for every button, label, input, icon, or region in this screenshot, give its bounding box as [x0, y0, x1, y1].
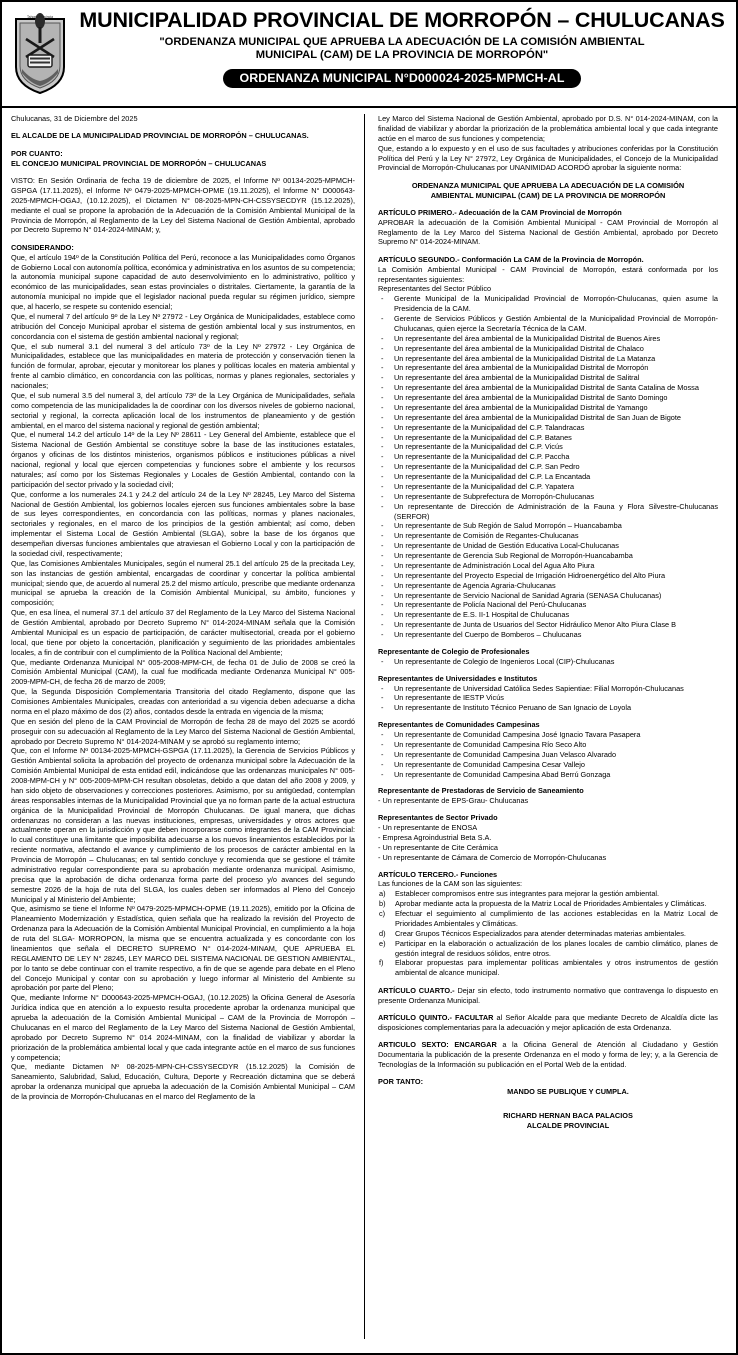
list-item: - Un representante de Sub Región de Salud Morropón – Huancabamba	[378, 521, 718, 531]
list-item: - Un representante de ENOSA	[378, 823, 478, 833]
article-sixth	[378, 1040, 718, 1070]
list-item: - Un representante de Servicio Nacional de Sanidad Agraria (SENASA Chulucanas)	[378, 591, 718, 601]
list-item: - Un representante del área ambiental de la Municipalidad Distrital de Chalaco	[378, 344, 718, 354]
list-item-text: Participar en la elaboración o actualización de los planes locales de cambio climático, planes de gestión integral de residuos sólidos, entre otros.	[395, 938, 718, 958]
list-item-text: Establecer compromisos entre sus integrantes para mejorar la gestión ambiental.	[395, 889, 660, 899]
list-marker: a)	[379, 889, 386, 899]
signer-title: ALCALDE PROVINCIAL	[526, 1120, 610, 1130]
list-item: - Un representante del área ambiental de la Municipalidad Distrital de Santo Domingo	[378, 393, 718, 403]
article-fifth	[378, 1013, 718, 1033]
list-item: - Un representante de Comunidad Campesina Río Seco Alto	[378, 740, 718, 750]
article-second-heading: ARTÍCULO SEGUNDO.- Conformación La CAM de la Provincia de Morropón.	[378, 254, 644, 264]
list-item: - Un representante del área ambiental de la Municipalidad Distrital de Buenos Aires	[378, 334, 718, 344]
article-sixth-text: a la Oficina General de Atención al Ciudadano y Gestión Documentaria la publicación de la presente Ordenanza en el modo y forma de ley; y, a la Gerencia de Tecnologías de la Información su publicación en el Portal Web de la entidad.	[378, 1040, 719, 1069]
list-item: - Un representante de Comunidad Campesina Juan Velasco Alvarado	[378, 750, 718, 760]
list-item: - Un representante de la Municipalidad del C.P. Talandracas	[378, 423, 718, 433]
article-third-list	[378, 889, 718, 978]
list-item: - Un representante del área ambiental de la Municipalidad Distrital de Santa Catalina de Mossa	[378, 383, 718, 393]
considerando-paragraph: Que en sesión del pleno de la CAM Provincial de Morropón de fecha 28 de mayo del 2025 se acordó proseguir con su adecuación al Reglamento de la Ley Marco del Sistema Nacional de Gestión Ambiental, aprobado por Decreto Supremo N° 014-2024-MINAM y se aprobó su reglamento interno;	[11, 716, 355, 746]
list-item	[378, 958, 718, 978]
list-item: - Un representante de Administración Local del Agua Alto Piura	[378, 561, 718, 571]
list-item: - Un representante de Cite Cerámica	[378, 842, 499, 852]
signature-block	[378, 1111, 718, 1131]
list-item: - Un representante de Unidad de Gestión Educativa Local-Chulucanas	[378, 541, 718, 551]
list-item-text: Elaborar propuestas para implementar políticas ambientales y otros instrumentos de gestión ambiental de alcance municipal.	[395, 958, 718, 978]
list-item: - Un representante de Colegio de Ingenieros Local (CIP)-Chulucanas	[378, 657, 718, 667]
article-first-heading: ARTÍCULO PRIMERO.- Adecuación de la CAM Provincial de Morropón	[378, 207, 622, 217]
list-item: - Un representante de Comunidad Campesina José Ignacio Tavara Pasapera	[378, 730, 718, 740]
list-item	[378, 899, 718, 909]
list-item: - Un representante de Gerencia Sub Regional de Morropón-Huancabamba	[378, 551, 718, 561]
list-item: - Un representante de la Municipalidad del C.P. La Encantada	[378, 472, 718, 482]
list-item: - Un representante de Comunidad Campesina Cesar Vallejo	[378, 760, 718, 770]
considerando-paragraph: Que, el numeral 14.2 del artículo 14º de la Ley Nº 28611 - Ley General del Ambiente, establece que el Sistema Nacional de Gestión Ambiental se constituye sobre la base de las instituciones estatales, órganos y oficinas de los distintos ministerios, organismos públicos e instituciones públicas a nivel nacional, regional y local que ejercen competencias y funciones sobre el ambiente y los recursos naturales; así como por los Sistemas Regionales y Locales de Gestión Ambiental, contando con la participación del sector privado y la sociedad civil;	[11, 430, 355, 489]
sanitation-list	[378, 796, 718, 806]
list-item-text: Crear Grupos Técnicos Especializados para atender determinadas materias ambientales.	[395, 928, 686, 938]
norm-title-line-1: ORDENANZA MUNICIPAL QUE APRUEBA LA ADECUACIÓN DE LA COMISIÓN	[411, 180, 685, 190]
considerando-paragraph: Que, con el Informe Nº 00134-2025-MPMCH-GSPGA (17.11.2025), la Gerencia de Servicios Públicos y Gestión Ambiental solicita la aprobación del proyecto de ordenanza municipal sobre la Adecuación de la Comisión Ambiental Municipal de esta entidad edil, indicándose que las ordenanzas municipales N° 005-2008-MPM-CH y N° 005-2009-MPM-CH resultan obsoletas, debido a que datan del año 2008 y 2009, y han sido objeto de observaciones y correcciones posteriores. Asimismo, por su antigüedad, contemplan áreas responsables internas de la Municipalidad Provincial que ya no forman parte de la actual estructura orgánica de la Municipalidad Provincial de Morropón Chulucanas. De igual manera, que dichas ordenanzas no consideran a las nuevas instituciones, empresas, universidades y otros actores que actualmente operan en la jurisdicción y que deben incorporarse como integrantes de la CAM Provincial: lo cual constituye una limitante que imposibilita adecuarse a los nuevos lineamientos establecidos por la reciente normativa, afectando el avance y cumplimiento de los procesos de carácter ambiental en la Provincia de Morropón – Chulucanas; en tal sentido concluye y recomienda que se gestione el trámite administrativo regular correspondiente para su aprobación mediante ordenanza municipal. Asimismo, precisa que la aprobación de dicha ordenanza forma parte del proceso y/o avances del segundo semestre 2026 de la hoja de ruta del SLGA, los cuales deben ser informados al Pleno del Concejo Municipal y al Ministerio del Ambiente;	[11, 746, 355, 904]
list-item: - Un representante del área ambiental de la Municipalidad Distrital de Morropón	[378, 363, 718, 373]
estando-paragraph: Que, estando a lo expuesto y en el uso de sus facultades y atribuciones conferidas por la Constitución Política del Perú y la Ley N° 27972, Ley Orgánica de Municipalidades, el Concejo de la Municipalidad Provincial de Morropón-Chulucanas por UNANIMIDAD ACORDÓ aprobar la siguiente norma:	[378, 143, 718, 173]
list-item	[378, 909, 718, 929]
considerando-paragraph: Que, la Segunda Disposición Complementaria Transitoria del citado Reglamento, dispone que las Comisiones Ambientales Municipales, creadas con anterioridad a su vigencia deben adecuarse a dicha norma en el plazo máximo de dos (2) años, contados desde la entrada en vigencia de la misma;	[11, 687, 355, 716]
entity-title: MUNICIPALIDAD PROVINCIAL DE MORROPÓN – CHULUCANAS	[79, 8, 725, 32]
list-item: - Un representante de Policía Nacional del Perú-Chulucanas	[378, 600, 718, 610]
list-item: - Un representante de EPS-Grau- Chulucanas	[378, 796, 529, 806]
considerando-label: CONSIDERANDO:	[11, 242, 74, 252]
list-item: - Gerente de Servicios Públicos y Gestión Ambiental de la Municipalidad Provincial de Morropón-Chulucanas, quien ejerce la Secretaría Técnica de la CAM.	[378, 314, 718, 334]
por-tanto-label: POR TANTO:	[378, 1077, 424, 1087]
article-third-heading: ARTÍCULO TERCERO.- Funciones	[378, 869, 498, 879]
article-fourth-label: ARTÍCULO CUARTO.-	[378, 985, 455, 995]
header-titles	[8, 9, 730, 63]
document-body	[2, 108, 736, 1353]
list-item: - Un representante de Agencia Agraria-Chulucanas	[378, 581, 718, 591]
list-item: - Un representante de Instituto Técnico Peruano de San Ignacio de Loyola	[378, 703, 718, 713]
communities-list	[378, 730, 718, 779]
list-item: - Un representante de la Municipalidad del C.P. Batanes	[378, 433, 718, 443]
professional-college-heading: Representante de Colegio de Profesionales	[378, 646, 530, 656]
article-fifth-label: ARTÍCULO QUINTO.- FACULTAR	[378, 1012, 494, 1022]
private-sector-list	[378, 823, 718, 863]
considerando-paragraph: Que, asimismo se tiene el Informe Nº 0479-2025-MPMCH-OPME (19.11.2025), emitido por la Oficina de Planeamiento Modernización y Estadística, quien señala que ha realizado la revisión del Proyecto de Ordenanza para la Adecuación de la Comisión Ambiental Municipal Provincial, en cumplimiento a la hoja de ruta del SLGA- MORROPON, la misma que se encuentra actualizada y es concordante con los lineamientos que señala el DECRETO SUPREMO N° 014-2024-MINAM, QUE APRUEBA EL REGLAMENTO DE LEY N° 28245, LEY MARCO DEL SISTEMA NACIONAL DE GESTION AMBIENTAL, por lo tanto se debe continuar con el tramite respectivo, a fin de que se agende para debate en el Pleno del Concejo Municipal y contar con su aprobación y luego informar al Ministerio del Ambiente su aprobación por parte del Pleno;	[11, 904, 355, 993]
list-marker: b)	[379, 899, 386, 909]
private-sector-heading: Representantes de Sector Privado	[378, 813, 498, 823]
ordinance-subtitle-line-1: "ORDENANZA MUNICIPAL QUE APRUEBA LA ADECUACIÓN DE LA COMISIÓN AMBIENTAL	[159, 35, 645, 48]
list-item: - Empresa Agroindustrial Beta S.A.	[378, 832, 492, 842]
svg-text:Tahona Provincia: Tahona Provincia	[26, 15, 54, 19]
list-item: - Un representante de Comunidad Campesina Abad Berrú Gonzaga	[378, 770, 718, 780]
considerando-paragraph: Que, conforme a los numerales 24.1 y 24.2 del artículo 24 de la Ley Nº 28245, Ley Marco del Sistema Nacional de Gestión Ambiental, los gobiernos locales ejercen sus funciones ambientales sobre la base de sus leyes correspondientes, en concordancia con las políticas, normas y planes nacionales, sectoriales y regionales, en el marco de los principios de la gestión ambiental; así como, deben implementar el Sistema Local de Gestión Ambiental (SLGA), sobre la base de los órganos que desempeñan diversas funciones ambientales que atraviesan el Gobierno Local y con la participación de la sociedad civil, respectivamente;	[11, 489, 355, 558]
norm-title	[378, 181, 718, 201]
list-item: - Un representante del Proyecto Especial de Irrigación Hidroenergético del Alto Piura	[378, 571, 718, 581]
ordinance-subtitle-line-2: MUNICIPAL (CAM) DE LA PROVINCIA DE MORROPÓN"	[255, 49, 549, 62]
por-cuanto-label: POR CUANTO:	[11, 148, 63, 158]
article-fourth-text: Dejar sin efecto, todo instrumento normativo que contravenga lo dispuesto en presente Ordenanza Municipal.	[378, 985, 718, 1005]
list-item: - Un representante del área ambiental de la Municipalidad Distrital de Salitral	[378, 373, 718, 383]
list-item: - Un representante de la Municipalidad del C.P. Paccha	[378, 452, 718, 462]
visto-paragraph: VISTO: En Sesión Ordinaria de fecha 19 de diciembre de 2025, el Informe Nº 00134-2025-MPMCH-GSPGA (17.11.2025), el Informe Nº 0479-2025-MPMCH-OPME (19.11.2025), el Informe N° D000643-2025-MPMCH-OGAJ, (10.12.2025), el Dictamen N° 08-2025-MPN-CH-CSSYSECDYR (15.12.2025), mediante el cual se propone la aprobación de la Adecuación de la Comisión Ambiental Municipal de la Provincia de Morropón, al Reglamento de la Ley del Sistema Nacional de Gestión Ambiental, aprobado por Decreto Supremo N° 014-2024-MINAM; y,	[11, 176, 355, 235]
list-marker: e)	[379, 938, 386, 948]
considerando-paragraph: Que, el numeral 7 del artículo 9º de la Ley Nº 27972 - Ley Orgánica de Municipalidades, establece como atribución del Concejo Municipal aprobar el sistema de gestión ambiental local y sus instrumentos, en concordancia con el sistema de gestión ambiental nacional y regional;	[11, 311, 355, 341]
list-item: - Un representante de E.S. II-1 Hospital de Chulucanas	[378, 610, 718, 620]
article-fifth-text: al Señor Alcalde para que mediante Decreto de Alcaldía dicte las disposiciones complementarias para la adecuación y mejor aplicación de esta Ordenanza.	[378, 1012, 718, 1032]
list-item: - Un representante de la Municipalidad del C.P. Yapatera	[378, 482, 718, 492]
professional-college-list	[378, 657, 718, 667]
communities-heading: Representantes de Comunidades Campesinas	[378, 720, 540, 730]
considerando-paragraph: Que, las Comisiones Ambientales Municipales, según el numeral 25.1 del artículo 25 de la precitada Ley, son las instancias de gestión ambiental, encargadas de coordinar y concertar la política ambiental municipal; siendo que, de acuerdo al numeral 25.2 del mismo artículo, prescribe que mediante ordenanza municipal se aprueba la creación de la Comisión Ambiental Municipal, su ámbito, funciones y composición;	[11, 558, 355, 608]
list-marker: f)	[379, 958, 384, 968]
list-item: - Un representante del área ambiental de la Municipalidad Distrital de La Matanza	[378, 354, 718, 364]
sanitation-heading: Representante de Prestadoras de Servicio de Saneamiento	[378, 786, 584, 796]
list-item: - Gerente Municipal de la Municipalidad Provincial de Morropón-Chulucanas, quien asume la Presidencia de la CAM.	[378, 294, 718, 314]
list-item-text: Aprobar mediante acta la propuesta de la Matriz Local de Prioridades Ambientales y Climáticas.	[395, 899, 707, 909]
article-third-intro: Las funciones de la CAM son las siguientes:	[378, 879, 523, 889]
considerando-paragraph: Que, mediante Dictamen Nº 08-2025-MPN-CH-CSSYSECDYR (15.12.2025) la Comisión de Saneamiento, Salubridad, Salud, Educación, Cultura, Deporte y Recreación dictamina que se deberá aprobar la ordenanza municipal que aprueba la adecuación de la Comisión Ambiental Municipal – CAM de la provincia de Morropón-Chulucanas en el marco del Reglamento de la	[11, 1062, 355, 1101]
list-item: - Un representante de Junta de Usuarios del Sector Hidráulico Menor Alto Piura Clase B	[378, 620, 718, 630]
council-line: EL CONCEJO MUNICIPAL PROVINCIAL DE MORROPÓN – CHULUCANAS	[11, 158, 267, 168]
considerando-paragraph: Que, el artículo 194º de la Constitución Política del Perú, reconoce a las Municipalidades como Órganos de Gobierno Local con autonomía política, económica y administrativa en los asuntos de su competencia; la autonomía municipal supone capacidad de auto desenvolvimiento en lo administrativo, político y económico de las municipalidades, sean estas provinciales o distritales. Ciertamente, la garantía de la autonomía municipal no impide que el legislador nacional pueda regular su régimen jurídico, siempre que, al hacerlo, se respete su contenido esencial;	[11, 252, 355, 311]
list-item: - Un representante del Cuerpo de Bomberos – Chulucanas	[378, 630, 718, 640]
universities-list	[378, 684, 718, 714]
article-second-body: La Comisión Ambiental Municipal - CAM Provincial de Morropón, estará conformada por los representantes siguientes:	[378, 264, 718, 284]
list-item: - Un representante de Universidad Católica Sedes Sapientiae: Filial Morropón-Chulucanas	[378, 684, 718, 694]
universities-heading: Representantes de Universidades e Institutos	[378, 673, 538, 683]
left-column	[11, 114, 364, 1353]
list-item: - Un representante de IESTP Vicús	[378, 693, 718, 703]
place-and-date: Chulucanas, 31 de Diciembre del 2025	[11, 114, 138, 123]
considerando-paragraph: Que, mediante Informe N° D000643-2025-MPMCH-OGAJ, (10.12.2025) la Oficina General de Asesoría Jurídica indica que en atención a lo expuesto resulta procedente aprobar la ordenanza municipal que aprueba la adecuación de la Comisión Ambiental Municipal – CAM de la Provincia de Morropón – Chulucanas en el marco del Reglamento de la Ley Marco del Sistema Nacional de Gestión Ambiental, aprobado por Decreto Supremo N° 014 2024-MINAM, con la finalidad de viabilizar y abordar la priorización de la problemática ambiental local y que cada integrante actúe en el marco de sus funciones y competencia;	[11, 993, 355, 1062]
list-item: - Un representante de la Municipalidad del C.P. Vicús	[378, 442, 718, 452]
list-item: - Un representante de Cámara de Comercio de Morropón-Chulucanas	[378, 852, 607, 862]
list-item: - Un representante de Dirección de Administración de la Fauna y Flora Silvestre-Chulucanas (SERFOR)	[378, 502, 718, 522]
considerando-paragraph: Que, el sub numeral 3.5 del numeral 3, del artículo 73º de la Ley Orgánica de Municipalidades, señala como competencia de las municipalidades la de coordinar con los diversos niveles de gobierno nacional, sectorial y regional, la correcta aplicación local de los instrumentos de planeamiento y de gestión ambiental, en el marco del sistema nacional y regional de gestión ambiental;	[11, 390, 355, 430]
list-item	[378, 889, 718, 899]
list-item	[378, 929, 718, 939]
right-column	[365, 114, 718, 1353]
considerando-paragraph: Que, en esa línea, el numeral 37.1 del artículo 37 del Reglamento de la Ley Marco del Sistema Nacional de Gestión Ambiental, aprobado por Decreto Supremo N° 014-2024-MINAM señala que la Comisión Ambiental Municipal es un espacio de participación, de carácter multisectorial, creada por el gobierno local, que tiene por objeto la concertación, planificación y seguimiento de las prioridades ambientales locales, a fin de contribuir con el cumplimiento de la Política Nacional del Ambiente;	[11, 608, 355, 657]
public-sector-heading: Representantes del Sector Público	[378, 284, 492, 294]
continuation-paragraph: Ley Marco del Sistema Nacional de Gestión Ambiental, aprobado por D.S. N° 014-2024-MINAM, con la finalidad de viabilizar y abordar la priorización de la problemática ambiental local y que cada integrante actúe en el marco de sus funciones y competencia;	[378, 114, 718, 143]
municipal-crest-icon	[12, 9, 68, 95]
list-item	[378, 939, 718, 959]
list-item: - Un representante del área ambiental de la Municipalidad Distrital de San Juan de Bigote	[378, 413, 718, 423]
list-marker: d)	[379, 928, 386, 938]
article-sixth-label: ARTICULO SEXTO: ENCARGAR	[378, 1040, 497, 1050]
list-marker: c)	[379, 909, 386, 919]
mayor-line: EL ALCALDE DE LA MUNICIPALIDAD PROVINCIAL DE MORROPÓN – CHULUCANAS.	[11, 131, 309, 141]
list-item: - Un representante del área ambiental de la Municipalidad Distrital de Yamango	[378, 403, 718, 413]
list-item: - Un representante de Comisión de Regantes-Chulucanas	[378, 531, 718, 541]
list-item: - Un representante de la Municipalidad del C.P. San Pedro	[378, 462, 718, 472]
article-first-body: APROBAR la adecuación de la Comisión Ambiental Municipal - CAM Provincial de Morropón al Reglamento de la Ley Marco del Sistema Nacional de Gestión Ambiental, aprobado por Decreto Supremo N° 014-2024-MINAM.	[378, 217, 718, 247]
considerando-paragraph: Que, el sub numeral 3.1 del numeral 3 del artículo 73º de la Ley Nº 27972 - Ley Orgánica de Municipalidades, establece que las municipalidades en materia de protección y conservación tienen la función de formular, aprobar, ejecutar y monitorear los planes y políticas locales en materia ambiental y frente al cambio climático, en concordancia con las políticas, normas y planes regionales, sectoriales y nacionales;	[11, 341, 355, 390]
list-item-text: Efectuar el seguimiento al cumplimiento de las acciones establecidas en la Matriz Local de Prioridades Ambientales y Climáticas.	[395, 909, 718, 928]
mando-line: MANDO SE PUBLIQUE Y CUMPLA.	[507, 1087, 629, 1097]
document-header	[2, 2, 736, 108]
public-sector-list	[378, 294, 718, 640]
considerando-paragraph: Que, mediante Ordenanza Municipal N° 005-2008-MPM-CH, de fecha 01 de Julio de 2008 se creó la Comisión Ambiental Municipal (CAM), la cual fue modificada mediante Ordenanza Municipal N° 005-2009-MPM-CH, de fecha 26 de marzo de 2009;	[11, 657, 355, 687]
article-fourth	[378, 986, 718, 1006]
list-item: - Un representante de Subprefectura de Morropón-Chulucanas	[378, 492, 718, 502]
norm-title-line-2: AMBIENTAL MUNICIPAL (CAM) DE LA PROVINCIA DE MORROPÓN	[430, 190, 666, 200]
ordinance-number-container	[8, 69, 730, 88]
signer-name: RICHARD HERNAN BACA PALACIOS	[503, 1111, 633, 1121]
ordinance-number-badge: ORDENANZA MUNICIPAL N°D000024-2025-MPMCH-AL	[223, 69, 580, 88]
